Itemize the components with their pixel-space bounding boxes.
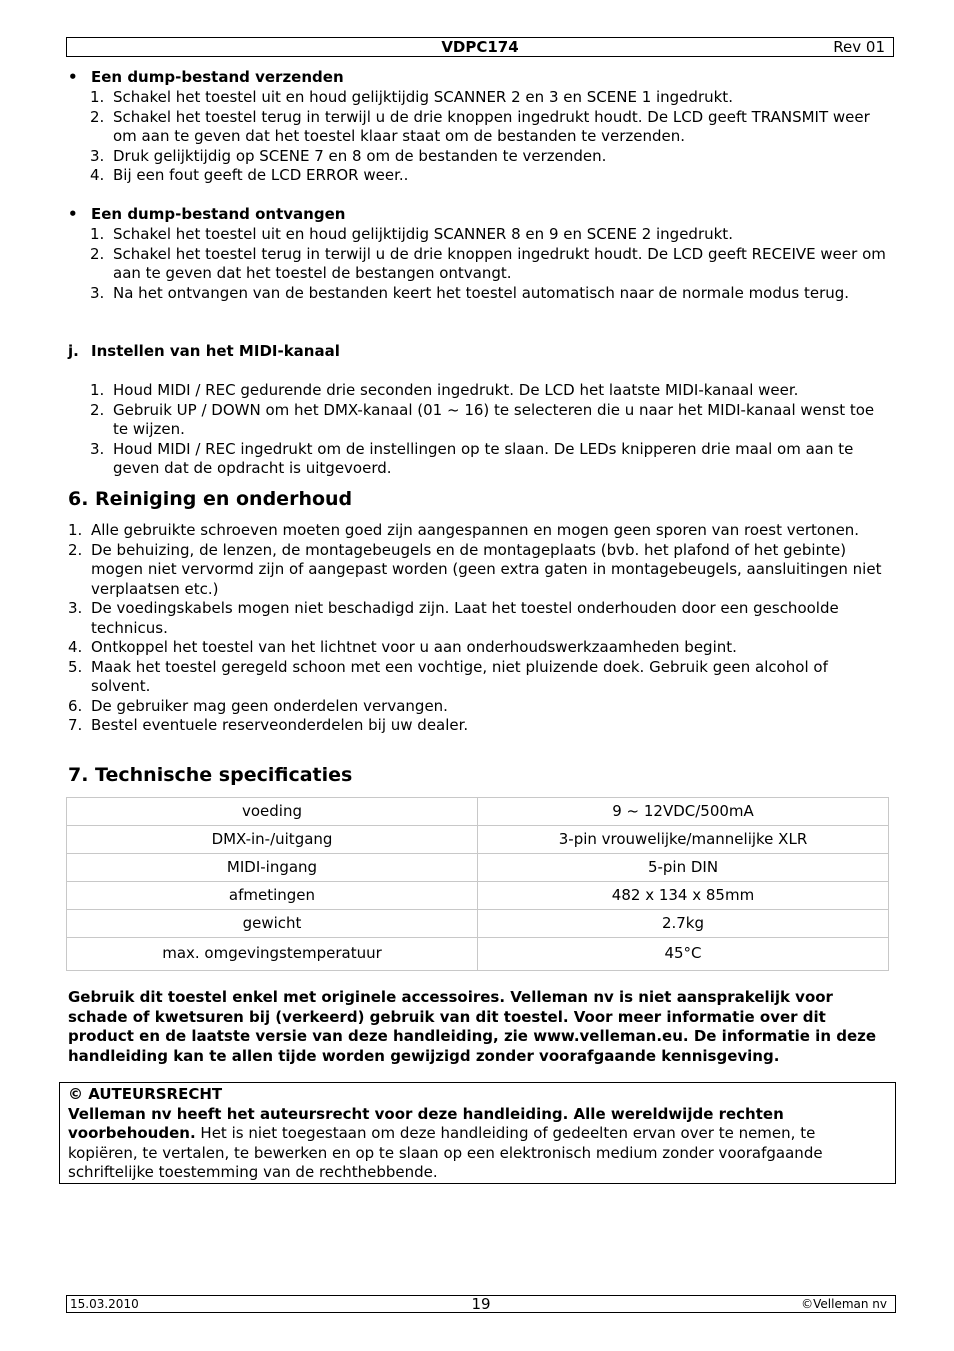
dump-send-heading (68, 68, 344, 88)
item-text: Houd MIDI / REC gedurende drie seconden ingedrukt. De LCD het laatste MIDI-kanaal weer. (113, 381, 799, 399)
subsection-letter: j. (68, 342, 79, 360)
spec-label: DMX-in-/uitgang (67, 826, 478, 854)
dump-send-steps (90, 88, 890, 186)
list-item (90, 88, 890, 108)
item-text: Maak het toestel geregeld schoon met een vochtige, niet pluizende doek. Gebruik geen alcohol of solvent. (91, 657, 828, 695)
midi-title: Instellen van het MIDI-kanaal (91, 342, 340, 360)
item-number: 4. (90, 166, 105, 184)
spec-value: 3-pin vrouwelijke/mannelijke XLR (478, 826, 889, 854)
list-item (90, 381, 890, 401)
table-row (67, 938, 889, 971)
list-item (90, 225, 890, 245)
item-number: 2. (90, 107, 105, 126)
item-text: Schakel het toestel uit en houd gelijktijdig SCANNER 2 en 3 en SCENE 1 ingedrukt. (113, 88, 733, 106)
table-row (67, 882, 889, 910)
page-number: 19 (471, 1295, 491, 1313)
item-text: Bij een fout geeft de LCD ERROR weer.. (113, 166, 409, 184)
item-number: 2. (68, 540, 83, 559)
table-row (67, 826, 889, 854)
spec-value: 2.7kg (478, 910, 889, 938)
item-number: 2. (90, 400, 105, 419)
spec-label: max. omgevingstemperatuur (67, 938, 478, 971)
spec-value: 5-pin DIN (478, 854, 889, 882)
item-text: Alle gebruikte schroeven moeten goed zijn aangespannen en mogen geen sporen van roest vertonen. (91, 521, 860, 539)
list-item (68, 599, 890, 638)
spec-label: gewicht (67, 910, 478, 938)
model-number: VDPC174 (441, 38, 519, 56)
item-number: 1. (90, 381, 105, 399)
item-text: Gebruik UP / DOWN om het DMX-kanaal (01 ~ 16) te selecteren die u naar het MIDI-kanaal wenst toe te wijzen. (113, 400, 875, 438)
item-number: 3. (90, 283, 105, 302)
copyright-body (68, 1105, 887, 1183)
table-row (67, 798, 889, 826)
midi-steps (90, 381, 890, 479)
item-number: 1. (90, 88, 105, 106)
footer-date: 15.03.2010 (70, 1297, 139, 1311)
list-item (90, 401, 890, 440)
specs-table (66, 797, 889, 971)
item-number: 3. (90, 439, 105, 458)
item-number: 7. (68, 716, 83, 734)
dump-receive-steps (90, 225, 890, 303)
spec-value: 482 x 134 x 85mm (478, 882, 889, 910)
item-text: Bestel eventuele reserveonderdelen bij uw dealer. (91, 716, 469, 734)
list-item (68, 638, 890, 658)
list-item (90, 147, 890, 167)
list-item (68, 716, 890, 736)
item-number: 6. (68, 696, 83, 715)
copyright-title: © AUTEURSRECHT (68, 1085, 223, 1103)
item-text: Schakel het toestel terug in terwijl u de drie knoppen ingedrukt houdt. De LCD geeft RECEIVE weer om aan te geven dat het toestel de bestangen ontvangt. (113, 244, 886, 282)
bullet: • (68, 205, 78, 223)
item-number: 4. (68, 638, 83, 656)
list-item (90, 440, 890, 479)
list-item (68, 521, 890, 541)
spec-label: afmetingen (67, 882, 478, 910)
list-item (90, 284, 890, 304)
item-text: De voedingskabels mogen niet beschadigd zijn. Laat het toestel onderhouden door een geschoolde technicus. (91, 599, 839, 637)
list-item (90, 108, 890, 147)
table-row (67, 910, 889, 938)
item-number: 1. (90, 225, 105, 243)
maintenance-list (68, 521, 890, 736)
item-text: Schakel het toestel uit en houd gelijktijdig SCANNER 8 en 9 en SCENE 2 ingedrukt. (113, 225, 733, 243)
item-text: Druk gelijktijdig op SCENE 7 en 8 om de bestanden te verzenden. (113, 146, 607, 165)
bullet: • (68, 68, 78, 86)
copyright-text: Het is niet toegestaan om deze handleiding of gedeelten ervan over te nemen, te kopiëren, te vertalen, te bewerken en op te slaan op een elektronisch medium zonder voorafgaande schriftelijke toestemming van de rechthebbende. (68, 1124, 823, 1181)
footer-copyright: ©Velleman nv (801, 1297, 887, 1311)
revision: Rev 01 (833, 38, 885, 56)
list-item (68, 697, 890, 717)
item-number: 5. (68, 657, 83, 676)
item-text: Na het ontvangen van de bestanden keert het toestel automatisch naar de normale modus terug. (113, 283, 850, 302)
page-header (66, 37, 894, 57)
table-row (67, 854, 889, 882)
spec-value: 45°C (478, 938, 889, 971)
spec-label: MIDI-ingang (67, 854, 478, 882)
item-number: 3. (68, 599, 83, 617)
list-item (68, 541, 890, 600)
list-item (90, 245, 890, 284)
item-text: De gebruiker mag geen onderdelen vervangen. (91, 696, 448, 715)
dump-receive-title: Een dump-bestand ontvangen (91, 205, 346, 223)
item-text: Ontkoppel het toestel van het lichtnet voor u aan onderhoudswerkzaamheden begint. (91, 638, 737, 656)
spec-value: 9 ~ 12VDC/500mA (478, 798, 889, 826)
copyright-bold-text: Velleman nv heeft het auteursrecht voor deze handleiding. Alle wereldwijde rechten voorbehouden. (68, 1104, 784, 1142)
item-text: Schakel het toestel terug in terwijl u de drie knoppen ingedrukt houdt. De LCD geeft TRANSMIT weer om aan te geven dat het toestel klaar staat om de bestanden te verzenden. (113, 107, 870, 145)
disclaimer-notice: Gebruik dit toestel enkel met originele accessoires. Velleman nv is niet aansprakelijk voor schade of kwetsuren bij (verkeerd) gebruik van dit toestel. Voor meer informatie over dit product en de laatste versie van deze handleiding, zie www.velleman.eu. De informatie in deze handleiding kan te allen tijde worden gewijzigd zonder voorafgaande kennisgeving. (68, 988, 877, 1065)
list-item (90, 166, 890, 186)
item-number: 3. (90, 146, 105, 165)
item-number: 1. (68, 521, 83, 539)
section-6-title: 6. Reiniging en onderhoud (68, 488, 353, 510)
item-text: De behuizing, de lenzen, de montagebeugels en de montageplaats (bvb. het plafond of het gebinte) mogen niet vervormd zijn of aangepast worden (geen extra gaten in montagebeugels, aansluitingen niet verplaatsen etc.) (91, 540, 882, 598)
dump-receive-heading (68, 205, 345, 225)
item-number: 2. (90, 244, 105, 263)
item-text: Houd MIDI / REC ingedrukt om de instellingen op te slaan. De LEDs knipperen drie maal om aan te geven dat de opdracht is uitgevoerd. (113, 439, 854, 477)
spec-label: voeding (67, 798, 478, 826)
dump-send-title: Een dump-bestand verzenden (91, 68, 344, 86)
midi-heading (68, 342, 340, 362)
section-7-title: 7. Technische specificaties (68, 764, 353, 786)
copyright-box (59, 1082, 896, 1184)
page-footer (66, 1295, 896, 1313)
list-item (68, 658, 890, 697)
